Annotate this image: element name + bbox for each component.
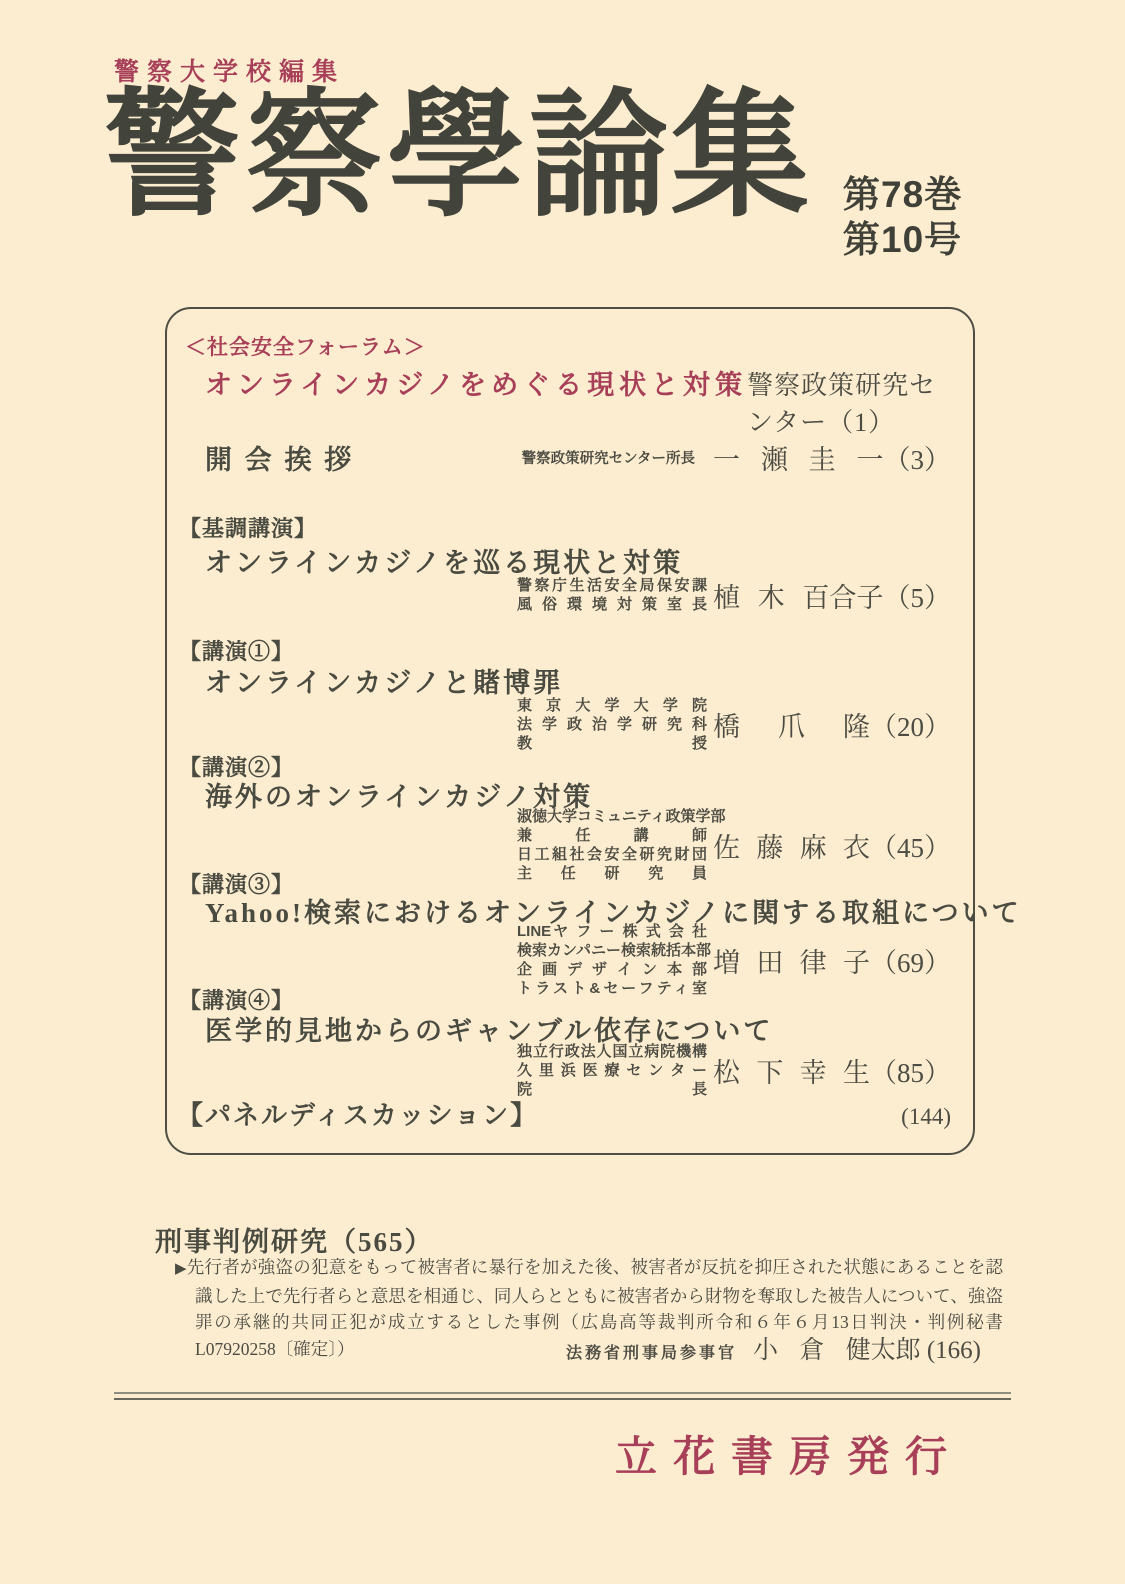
author-affiliation: 東 京 大 学 大 学 院 法 学 政 治 学 研 究 科 教 授 bbox=[517, 696, 707, 752]
section-header-lecture3: 【講演③】 bbox=[179, 872, 295, 897]
author-name: 橋 爪 隆（20） bbox=[713, 711, 951, 742]
toc-box bbox=[165, 307, 1022, 1155]
forum-organization-page: 警察政策研究センター（1） bbox=[747, 371, 937, 437]
section-header-lecture2: 【講演②】 bbox=[179, 755, 295, 780]
case-study-byline bbox=[566, 1330, 981, 1366]
author-name: 植 木 百合子（5） bbox=[713, 582, 951, 613]
section-header-lecture1: 【講演①】 bbox=[179, 639, 295, 664]
panel-discussion-row bbox=[177, 1095, 951, 1132]
section-title-lecture4: 医学的見地からのギャンブル依存について bbox=[205, 1016, 774, 1046]
author-affiliation: LINEヤ フ ー 株 式 会 社 検索カンパニー検索統括本部 企 画 デ ザ イ ン 本 部 トラスト&セーフティ室 bbox=[517, 923, 711, 997]
opening-author-group bbox=[522, 438, 951, 477]
section-header-lecture4: 【講演④】 bbox=[179, 988, 295, 1013]
byline-author-name: 小 倉 健太郎 (166) bbox=[753, 1337, 981, 1364]
opening-author-name: 一 瀬 圭 一（3） bbox=[713, 444, 951, 475]
author-row-lecture3 bbox=[517, 920, 951, 1000]
case-study-heading: 刑事判例研究（565） bbox=[155, 1227, 434, 1257]
opening-remarks-title: 開 会 挨 拶 bbox=[205, 444, 355, 475]
author-name: 増 田 律 子（69） bbox=[713, 947, 951, 978]
section-title-keynote: オンラインカジノを巡る現状と対策 bbox=[205, 548, 684, 578]
journal-title: 警察學論集 bbox=[103, 80, 814, 233]
byline-affiliation: 法務省刑事局参事官 bbox=[565, 1345, 737, 1362]
volume-issue-block bbox=[843, 172, 962, 262]
author-affiliation: 警察庁生活安全局保安課 風 俗 環 境 対 策 室 長 bbox=[517, 577, 707, 613]
triangle-bullet-icon: ▶ bbox=[175, 1261, 187, 1277]
case-study-summary-text: 先行者が強盗の犯意をもって被害者に暴行を加えた後、被害者が反抗を抑圧された状態にあることを認識した上で先行者らと意思を相通じ、同人らとともに被害者から財物を奪取した被告人について、強盗罪の承継的共同正犯が成立するとした事例（広島高等裁判所令和６年６月13日判決・判例秘書L07920258〔確定〕） bbox=[186, 1257, 1003, 1359]
double-rule-divider bbox=[114, 1392, 1011, 1400]
forum-title: オンラインカジノをめぐる現状と対策 bbox=[205, 370, 748, 400]
section-title-lecture3: Yahoo!検索におけるオンラインカジノに関する取組について bbox=[205, 898, 1022, 928]
author-affiliation: 淑徳大学コミュニティ政策学部 兼 任 講 師 日工組社会安全研究財団 主 任 研 究 員 bbox=[517, 808, 726, 882]
author-name: 佐 藤 麻 衣（45） bbox=[713, 832, 951, 863]
author-row-keynote bbox=[517, 573, 951, 617]
forum-section-label: ＜社会安全フォーラム＞ bbox=[185, 336, 426, 359]
panel-discussion-title: 【パネルディスカッション】 bbox=[177, 1101, 539, 1130]
author-affiliation: 独立行政法人国立病院機構 久 里 浜 医 療 セ ン タ ー 院 長 bbox=[517, 1042, 707, 1098]
panel-discussion-page: (144) bbox=[901, 1104, 951, 1129]
opening-author-affiliation: 警察政策研究センター所長 bbox=[521, 450, 695, 467]
issue-label: 第10号 bbox=[843, 219, 963, 260]
section-title-lecture2: 海外のオンラインカジノ対策 bbox=[205, 782, 594, 812]
author-row-lecture4 bbox=[517, 1039, 951, 1101]
section-header-keynote: 【基調講演】 bbox=[179, 516, 318, 541]
volume-label: 第78巻 bbox=[843, 174, 963, 215]
author-name: 松 下 幸 生（85） bbox=[713, 1057, 951, 1088]
author-row-lecture2 bbox=[517, 805, 951, 885]
forum-title-row bbox=[205, 363, 951, 439]
publisher-line: 立花書房発行 bbox=[614, 1435, 963, 1481]
section-title-lecture1: オンラインカジノと賭博罪 bbox=[205, 668, 564, 698]
editor-credit: 警察大学校編集 bbox=[114, 59, 346, 86]
author-row-lecture1 bbox=[517, 693, 951, 755]
opening-remarks-row bbox=[205, 435, 951, 479]
